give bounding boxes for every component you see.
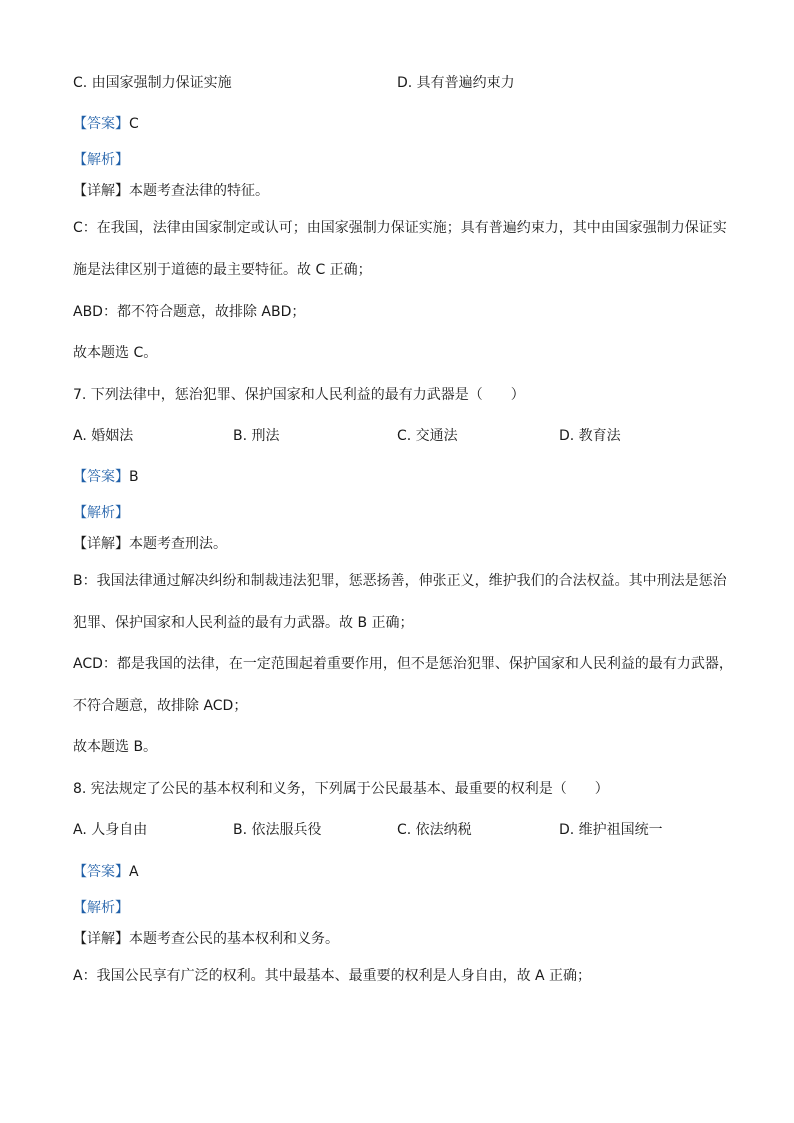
q8-option-d: D. 维护祖国统一 — [559, 822, 663, 838]
q8-analysis-label: 【解析】 — [73, 900, 129, 916]
q7-para2-line2: 不符合题意，故排除 ACD； — [73, 698, 248, 714]
q8-stem: 8. 宪法规定了公民的基本权利和义务，下列属于公民最基本、最重要的权利是（ ） — [73, 781, 609, 797]
q7-option-c: C. 交通法 — [397, 428, 458, 444]
q7-para1-line2: 犯罪、保护国家和人民利益的最有力武器。故 B 正确； — [73, 615, 414, 631]
detail-label: 【详解】 — [73, 183, 129, 199]
q6-option-d: D. 具有普遍约束力 — [397, 75, 515, 91]
q7-para1-line1: B：我国法律通过解决纠纷和制裁违法犯罪，惩恶扬善，伸张正义，维护我们的合法权益。其中刑法是惩治 — [73, 573, 727, 589]
q8-answer — [73, 862, 139, 882]
q8-para1: A：我国公民享有广泛的权利。其中最基本、最重要的权利是人身自由，故 A 正确； — [73, 968, 592, 984]
answer-label: 【答案】 — [73, 116, 129, 132]
q7-option-d: D. 教育法 — [559, 428, 621, 444]
detail-text: 本题考查法律的特征。 — [129, 183, 269, 199]
answer-value: C — [129, 116, 139, 132]
detail-text: 本题考查公民的基本权利和义务。 — [129, 931, 339, 947]
q7-answer — [73, 467, 139, 487]
q7-option-a: A. 婚姻法 — [73, 428, 134, 444]
answer-label: 【答案】 — [73, 864, 129, 880]
q8-detail — [73, 929, 339, 949]
q6-para1-line2: 施是法律区别于道德的最主要特征。故 C 正确； — [73, 262, 372, 278]
q7-analysis-label: 【解析】 — [73, 505, 129, 521]
q6-detail — [73, 181, 269, 201]
detail-text: 本题考查刑法。 — [129, 536, 227, 552]
q7-conclusion: 故本题选 B。 — [73, 739, 158, 755]
q6-para1-line1: C：在我国，法律由国家制定或认可；由国家强制力保证实施；具有普遍约束力，其中由国家强制力保证实 — [73, 220, 727, 236]
q7-option-b: B. 刑法 — [233, 428, 280, 444]
q6-analysis-label: 【解析】 — [73, 152, 129, 168]
q8-option-c: C. 依法纳税 — [397, 822, 472, 838]
q7-para2-line1: ACD：都是我国的法律，在一定范围起着重要作用，但不是惩治犯罪、保护国家和人民利益的最有力武器， — [73, 656, 733, 672]
detail-label: 【详解】 — [73, 931, 129, 947]
q7-stem: 7. 下列法律中，惩治犯罪、保护国家和人民利益的最有力武器是（ ） — [73, 387, 525, 403]
q8-option-a: A. 人身自由 — [73, 822, 148, 838]
q6-answer — [73, 114, 139, 134]
detail-label: 【详解】 — [73, 536, 129, 552]
q8-option-b: B. 依法服兵役 — [233, 822, 322, 838]
q6-para2: ABD：都不符合题意，故排除 ABD； — [73, 304, 306, 320]
q6-conclusion: 故本题选 C。 — [73, 345, 158, 361]
q7-detail — [73, 534, 227, 554]
q6-option-c: C. 由国家强制力保证实施 — [73, 75, 232, 91]
answer-value: A — [129, 864, 139, 880]
answer-label: 【答案】 — [73, 469, 129, 485]
answer-value: B — [129, 469, 139, 485]
